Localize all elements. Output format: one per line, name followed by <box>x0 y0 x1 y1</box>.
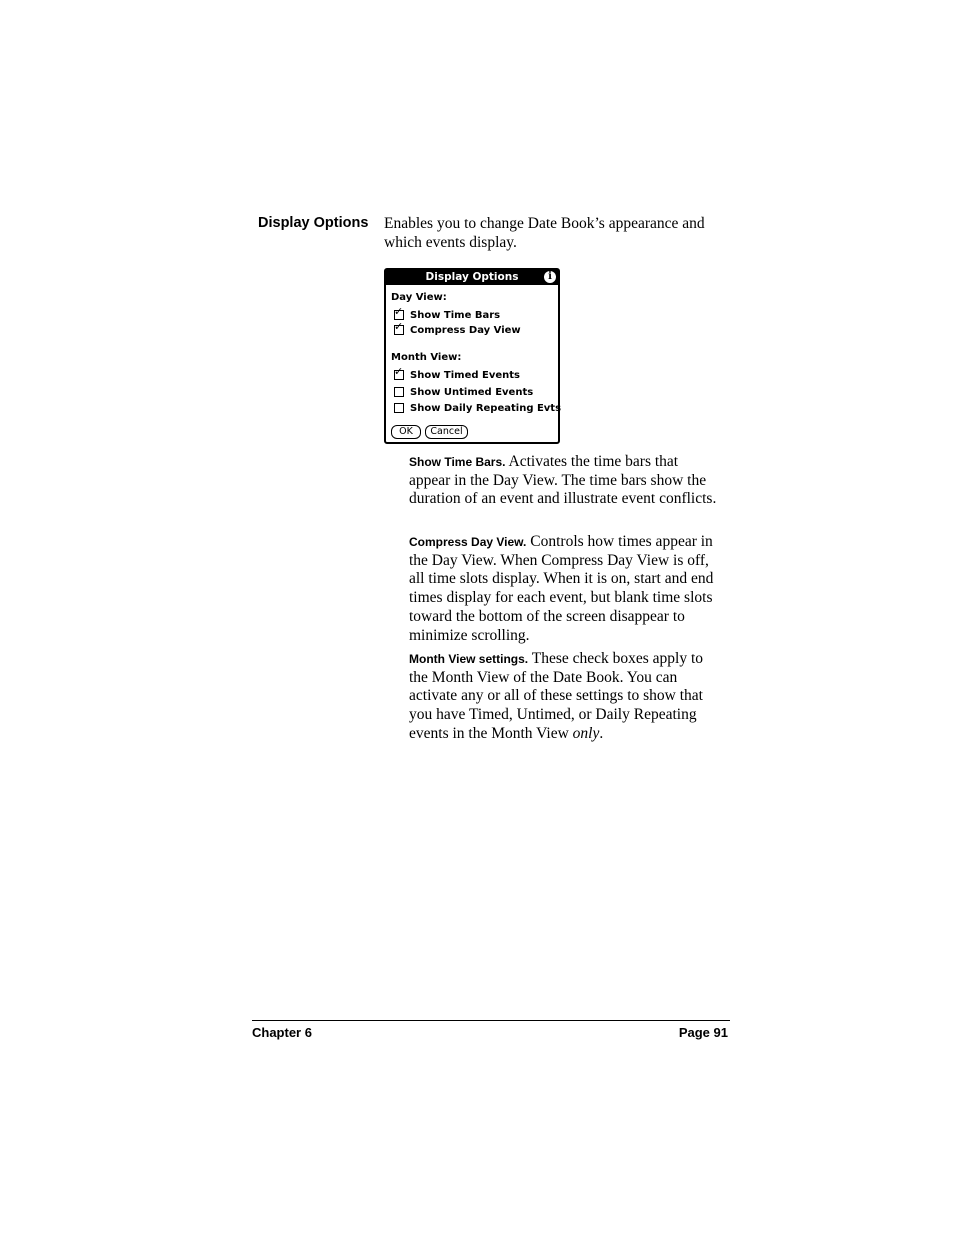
display-options-dialog <box>384 268 560 444</box>
info-icon[interactable]: i <box>544 271 556 283</box>
show-daily-repeating-checkbox[interactable] <box>394 402 561 414</box>
description-text: Controls how times appear in the Day View. When Compress Day View is off, all time slots display. When it is on, start and end times display for each event, but blank time slots toward the bottom of the screen disappear to minimize scrolling. <box>409 533 714 644</box>
footer-page-number: Page 91 <box>678 1025 728 1040</box>
description-compress-day-view <box>409 533 721 645</box>
description-lead: Show Time Bars. <box>409 455 506 469</box>
checkmark-icon: ✓ <box>394 365 404 378</box>
compress-day-view-checkbox[interactable] <box>394 320 521 336</box>
description-emphasis: only <box>572 724 600 742</box>
description-tail: . <box>599 724 604 742</box>
show-time-bars-checkbox[interactable] <box>394 305 501 321</box>
checkbox-icon <box>394 305 404 320</box>
checkmark-icon: ✓ <box>394 305 404 318</box>
checkmark-icon: ✓ <box>394 320 404 333</box>
show-untimed-events-checkbox[interactable] <box>394 386 533 398</box>
day-view-label: Day View: <box>391 292 447 303</box>
description-lead: Month View settings. <box>409 652 529 666</box>
checkbox-icon <box>394 365 404 380</box>
footer-rule <box>252 1020 730 1021</box>
option-label: Show Time Bars <box>410 309 501 321</box>
ok-button[interactable]: OK <box>391 425 421 439</box>
footer-chapter: Chapter 6 <box>252 1025 312 1040</box>
description-text: These check boxes apply to the Month View of the Date Book. You can activate any or all of these settings to show that you have Timed, Untimed, or Daily Repeating events in the Month View <box>409 650 704 742</box>
month-view-label: Month View: <box>391 352 462 363</box>
cancel-button[interactable]: Cancel <box>425 425 468 439</box>
description-lead: Compress Day View. <box>409 535 527 549</box>
dialog-title: Display Options <box>425 271 519 283</box>
description-text: Activates the time bars that appear in the Day View. The time bars show the duration of an event and illustrate event conflicts. <box>409 453 717 508</box>
description-month-view-settings <box>409 650 721 744</box>
checkbox-icon <box>394 403 404 413</box>
section-heading: Display Options <box>258 215 369 231</box>
option-label: Show Timed Events <box>410 369 520 381</box>
dialog-title-bar <box>386 270 558 285</box>
section-intro: Enables you to change Date Book’s appearance and which events display. <box>384 215 705 251</box>
checkbox-icon <box>394 387 404 397</box>
description-show-time-bars <box>409 453 721 509</box>
option-label: Compress Day View <box>410 324 521 336</box>
checkbox-icon <box>394 320 404 335</box>
option-label: Show Daily Repeating Evts <box>410 402 562 414</box>
option-label: Show Untimed Events <box>410 386 534 398</box>
show-timed-events-checkbox[interactable] <box>394 365 520 381</box>
